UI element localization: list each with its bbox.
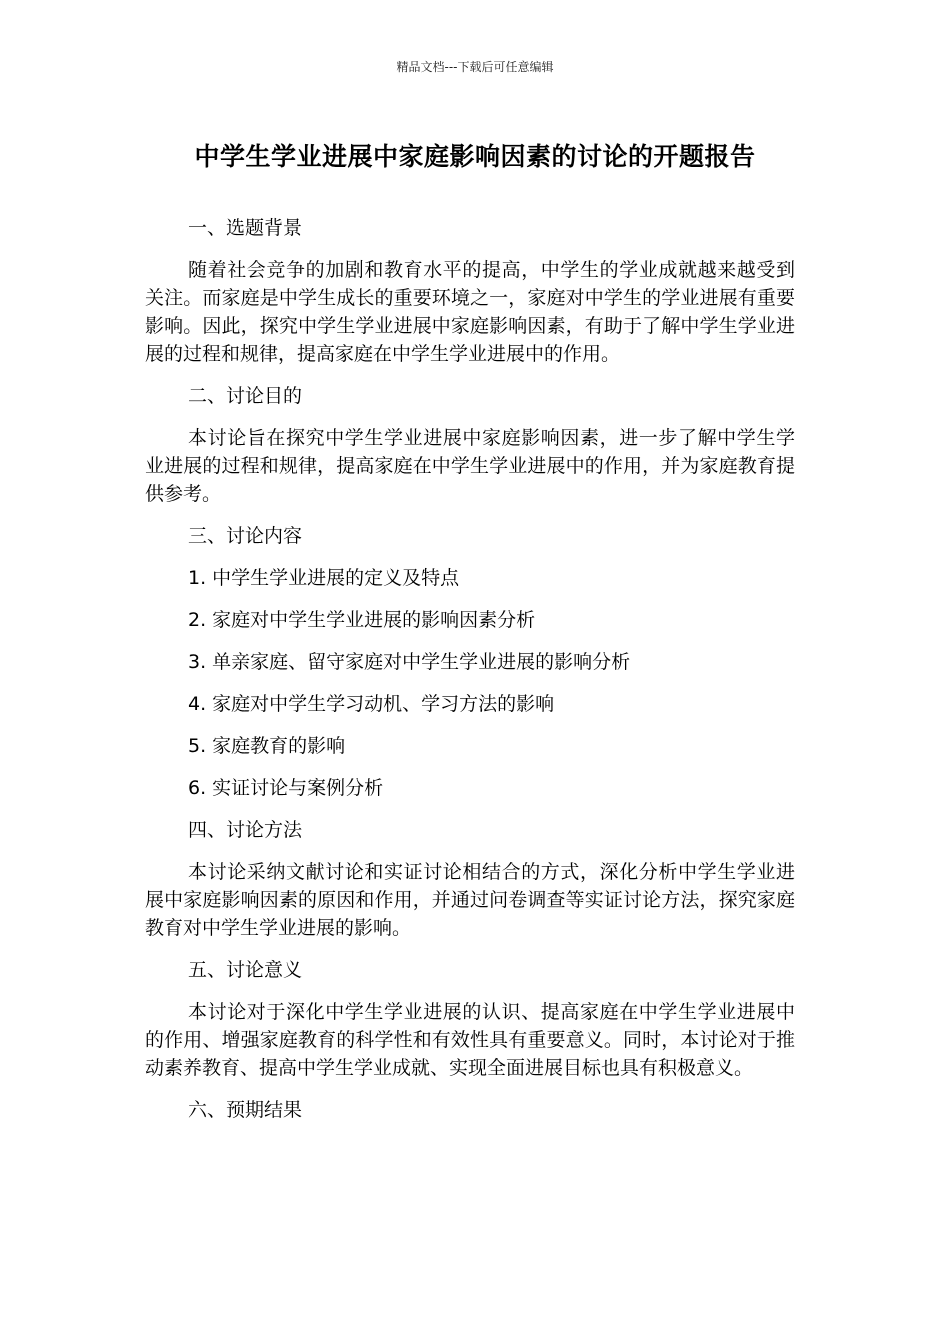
section-paragraph-background: 随着社会竞争的加剧和教育水平的提高，中学生的学业成就越来越受到关注。而家庭是中学生成长的重要环境之一，家庭对中学生的学业进展有重要影响。因此，探究中学生学业进展中家庭影响因素，有助于了解中学生学业进展的过程和规律，提高家庭在中学生学业进展中的作用。	[145, 259, 795, 365]
list-item: 4. 家庭对中学生学习动机、学习方法的影响	[188, 693, 555, 715]
section-heading-significance: 五、讨论意义	[188, 959, 303, 981]
list-item: 1. 中学生学业进展的定义及特点	[188, 567, 460, 589]
document-body	[145, 214, 795, 1138]
list-item: 6. 实证讨论与案例分析	[188, 777, 384, 799]
list-item: 2. 家庭对中学生学业进展的影响因素分析	[188, 609, 536, 631]
page-header: 精品文档---下载后可任意编辑	[396, 60, 554, 74]
section-heading-methods: 四、讨论方法	[188, 819, 303, 841]
document-title: 中学生学业进展中家庭影响因素的讨论的开题报告	[194, 142, 756, 171]
list-item: 5. 家庭教育的影响	[188, 735, 346, 757]
section-paragraph-methods: 本讨论采纳文献讨论和实证讨论相结合的方式，深化分析中学生学业进展中家庭影响因素的原因和作用，并通过问卷调查等实证讨论方法，探究家庭教育对中学生学业进展的影响。	[145, 861, 795, 939]
list-item: 3. 单亲家庭、留守家庭对中学生学业进展的影响分析	[188, 651, 631, 673]
section-paragraph-purpose: 本讨论旨在探究中学生学业进展中家庭影响因素，进一步了解中学生学业进展的过程和规律，提高家庭在中学生学业进展中的作用，并为家庭教育提供参考。	[145, 427, 795, 505]
section-heading-content: 三、讨论内容	[188, 525, 303, 547]
section-heading-background: 一、选题背景	[188, 217, 303, 239]
section-heading-expected-results: 六、预期结果	[188, 1099, 303, 1121]
section-heading-purpose: 二、讨论目的	[188, 385, 303, 407]
section-paragraph-significance: 本讨论对于深化中学生学业进展的认识、提高家庭在中学生学业进展中的作用、增强家庭教育的科学性和有效性具有重要意义。同时，本讨论对于推动素养教育、提高中学生学业成就、实现全面进展目标也具有积极意义。	[145, 1001, 795, 1079]
